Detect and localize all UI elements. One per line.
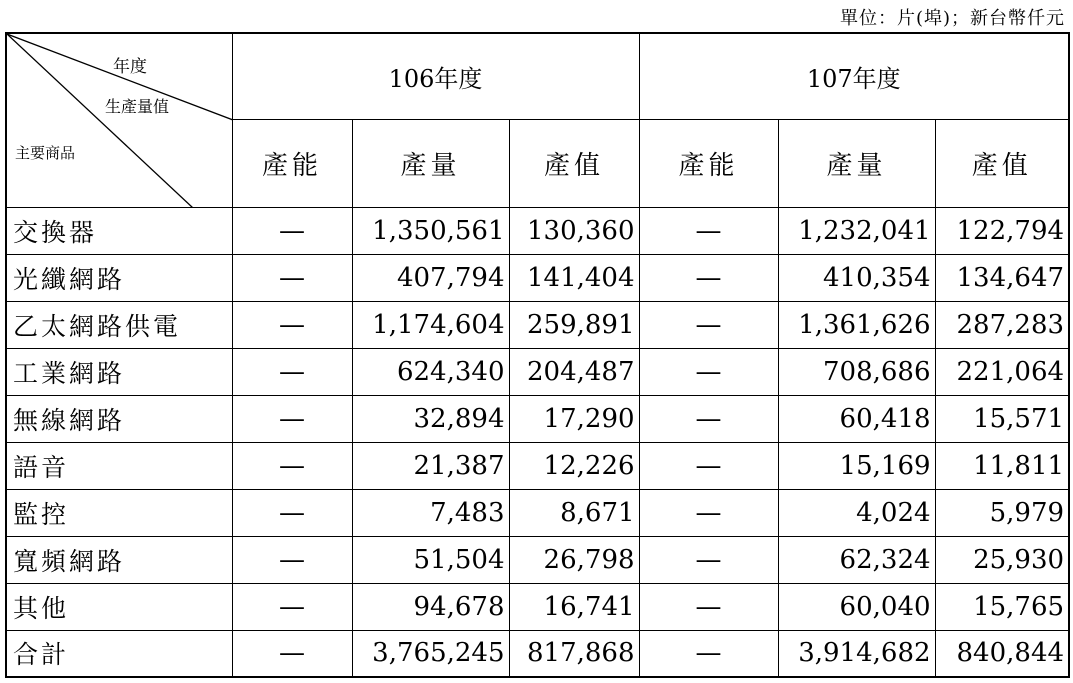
value-106-cell: 16,741 — [509, 583, 639, 630]
value-106-cell: 130,360 — [509, 207, 639, 254]
product-name-cell: 監控 — [6, 489, 232, 536]
capacity-106-cell: — — [232, 207, 352, 254]
product-name-cell: 語音 — [6, 442, 232, 489]
product-name-cell: 其他 — [6, 583, 232, 630]
table-row — [6, 630, 1069, 677]
product-name-cell: 乙太網路供電 — [6, 301, 232, 348]
product-name-cell: 合計 — [6, 630, 232, 677]
col-capacity-107: 產能 — [639, 119, 778, 207]
value-107-cell: 11,811 — [935, 442, 1069, 489]
corner-header-cell — [6, 33, 232, 207]
corner-year-label: 年度 — [113, 57, 147, 77]
quantity-106-cell: 407,794 — [352, 254, 509, 301]
table-body — [6, 207, 1069, 677]
table-row — [6, 442, 1069, 489]
corner-value-label: 生產量值 — [105, 97, 170, 116]
corner-goods-label: 主要商品 — [15, 144, 76, 162]
header-row-years — [6, 33, 1069, 119]
value-106-cell: 17,290 — [509, 395, 639, 442]
capacity-107-cell: — — [639, 583, 778, 630]
value-106-cell: 12,226 — [509, 442, 639, 489]
capacity-107-cell: — — [639, 254, 778, 301]
product-name-cell: 工業網路 — [6, 348, 232, 395]
product-name-cell: 寬頻網路 — [6, 536, 232, 583]
value-107-cell: 134,647 — [935, 254, 1069, 301]
quantity-107-cell: 4,024 — [778, 489, 935, 536]
quantity-107-cell: 60,040 — [778, 583, 935, 630]
table-row — [6, 489, 1069, 536]
quantity-107-cell: 3,914,682 — [778, 630, 935, 677]
col-value-106: 產值 — [509, 119, 639, 207]
quantity-106-cell: 1,174,604 — [352, 301, 509, 348]
capacity-106-cell: — — [232, 489, 352, 536]
year-107-header: 107年度 — [639, 33, 1069, 119]
capacity-106-cell: — — [232, 395, 352, 442]
quantity-106-cell: 624,340 — [352, 348, 509, 395]
value-107-cell: 25,930 — [935, 536, 1069, 583]
capacity-107-cell: — — [639, 395, 778, 442]
product-name-cell: 交換器 — [6, 207, 232, 254]
capacity-107-cell: — — [639, 442, 778, 489]
unit-note: 單位：片(埠)；新台幣仟元 — [839, 8, 1065, 29]
capacity-107-cell: — — [639, 536, 778, 583]
capacity-107-cell: — — [639, 630, 778, 677]
capacity-107-cell: — — [639, 207, 778, 254]
table-row — [6, 301, 1069, 348]
value-106-cell: 817,868 — [509, 630, 639, 677]
quantity-106-cell: 51,504 — [352, 536, 509, 583]
quantity-107-cell: 15,169 — [778, 442, 935, 489]
capacity-106-cell: — — [232, 301, 352, 348]
value-106-cell: 204,487 — [509, 348, 639, 395]
table-row — [6, 207, 1069, 254]
quantity-107-cell: 60,418 — [778, 395, 935, 442]
quantity-106-cell: 3,765,245 — [352, 630, 509, 677]
table-row — [6, 536, 1069, 583]
value-106-cell: 8,671 — [509, 489, 639, 536]
quantity-107-cell: 708,686 — [778, 348, 935, 395]
quantity-106-cell: 32,894 — [352, 395, 509, 442]
value-107-cell: 5,979 — [935, 489, 1069, 536]
value-106-cell: 26,798 — [509, 536, 639, 583]
capacity-106-cell: — — [232, 254, 352, 301]
value-106-cell: 259,891 — [509, 301, 639, 348]
col-capacity-106: 產能 — [232, 119, 352, 207]
quantity-107-cell: 1,232,041 — [778, 207, 935, 254]
quantity-107-cell: 62,324 — [778, 536, 935, 583]
quantity-106-cell: 21,387 — [352, 442, 509, 489]
product-name-cell: 無線網路 — [6, 395, 232, 442]
value-107-cell: 122,794 — [935, 207, 1069, 254]
quantity-106-cell: 94,678 — [352, 583, 509, 630]
capacity-107-cell: — — [639, 489, 778, 536]
value-107-cell: 287,283 — [935, 301, 1069, 348]
table-row — [6, 254, 1069, 301]
production-table — [5, 32, 1070, 678]
capacity-106-cell: — — [232, 583, 352, 630]
value-107-cell: 15,571 — [935, 395, 1069, 442]
quantity-106-cell: 1,350,561 — [352, 207, 509, 254]
value-106-cell: 141,404 — [509, 254, 639, 301]
capacity-107-cell: — — [639, 301, 778, 348]
table-row — [6, 583, 1069, 630]
product-name-cell: 光纖網路 — [6, 254, 232, 301]
value-107-cell: 15,765 — [935, 583, 1069, 630]
quantity-106-cell: 7,483 — [352, 489, 509, 536]
col-quantity-106: 產量 — [352, 119, 509, 207]
capacity-107-cell: — — [639, 348, 778, 395]
value-107-cell: 221,064 — [935, 348, 1069, 395]
quantity-107-cell: 410,354 — [778, 254, 935, 301]
col-quantity-107: 產量 — [778, 119, 935, 207]
table-row — [6, 348, 1069, 395]
col-value-107: 產值 — [935, 119, 1069, 207]
year-106-header: 106年度 — [232, 33, 639, 119]
capacity-106-cell: — — [232, 348, 352, 395]
capacity-106-cell: — — [232, 630, 352, 677]
table-row — [6, 395, 1069, 442]
capacity-106-cell: — — [232, 536, 352, 583]
quantity-107-cell: 1,361,626 — [778, 301, 935, 348]
capacity-106-cell: — — [232, 442, 352, 489]
value-107-cell: 840,844 — [935, 630, 1069, 677]
